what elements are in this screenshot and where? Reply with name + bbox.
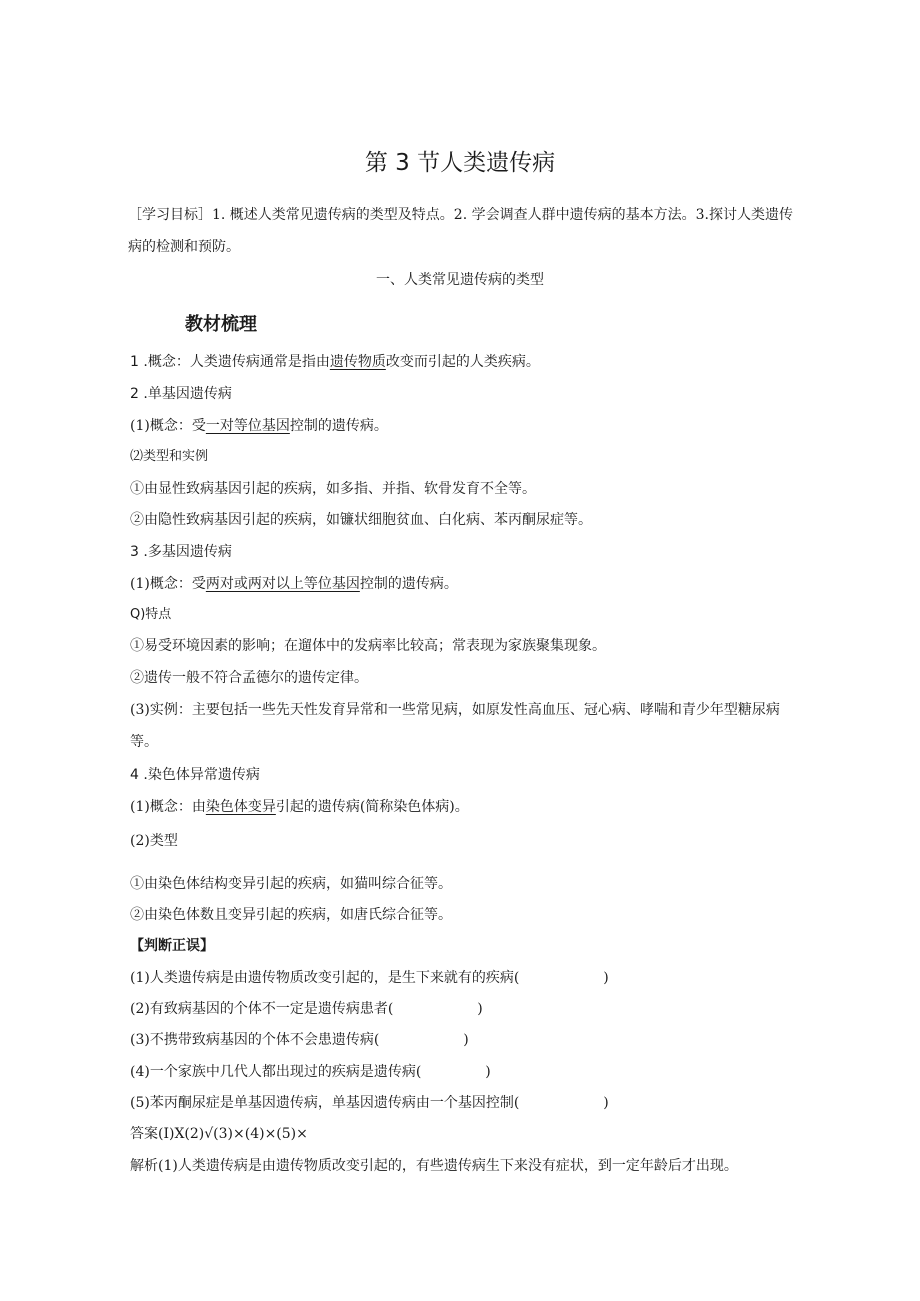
item-3-example-line-2: 等。 [130,734,158,750]
item-3-example-line-1: (3)实例：主要包括一些先天性发育异常和一些常见病，如原发性高血压、冠心病、哮喘和青少年型糖尿病 [130,702,780,718]
item-2-concept-underlined: 一对等位基因 [205,418,290,434]
judge-item-4 [130,1062,491,1082]
item-3-a: ①易受环境因素的影响；在遛体中的发病率比较高；常表现为家族聚集现象。 [130,638,606,654]
objectives-line-2: 病的检测和预防。 [128,239,240,255]
item-3-concept-post: 控制的遗传病。 [359,576,458,592]
item-3-concept-underlined: 两对或两对以上等位基因 [205,576,360,592]
item-2-a: ①由显性致病基因引起的疾病，如多指、并指、软骨发育不全等。 [130,481,536,497]
subheading-textbook-review: 教材梳理 [185,314,257,335]
item-2-number: 2 [130,386,139,402]
item-3-concept [130,574,458,594]
section-heading: 一、人类常见遗传病的类型 [376,272,544,288]
item-4-a: ①由染色体结构变异引起的疾病，如猫叫综合征等。 [130,876,452,892]
item-2 [130,384,232,404]
item-3 [130,542,232,562]
item-4-concept-underlined: 染色体变异 [205,799,276,815]
item-4-types: (2)类型 [130,833,178,849]
item-2-text: .单基因遗传病 [138,386,232,402]
judge-item-5 [130,1093,609,1113]
item-1-underlined: 遗传物质 [329,354,386,370]
item-3-concept-pre: (1)概念：受 [130,576,206,592]
item-3-b: ②遗传一般不符合孟德尔的遗传定律。 [130,670,368,686]
judge-item-5-text: (5)苯丙酮尿症是单基因遗传病，单基因遗传病由一个基因控制( [130,1095,520,1111]
page-title: 第 3 节人类遗传病 [364,150,556,176]
judge-item-2-text: (2)有致病基因的个体不一定是遗传病患者( [130,1001,394,1017]
judge-item-1-text: (1)人类遗传病是由遗传物质改变引起的，是生下来就有的疾病( [130,970,520,986]
judge-item-1-close: ) [603,970,609,986]
item-4-b: ②由染色体数且变异引起的疾病，如唐氏综合征等。 [130,907,452,923]
item-2-b: ②由隐性致病基因引起的疾病，如镰状细胞贫血、白化病、苯丙酮尿症等。 [130,512,592,528]
item-3-number: 3 [130,544,139,560]
judge-item-3-close: ) [463,1032,469,1048]
item-2-types: ⑵类型和实例 [130,449,209,464]
item-1 [130,352,540,372]
objectives-line-1: ［学习目标］1. 概述人类常见遗传病的类型及特点。2. 学会调查人群中遗传病的基本方法。3.探讨人类遗传 [128,207,793,223]
judge-item-4-text: (4)一个家族中几代人都出现过的疾病是遗传病( [130,1064,422,1080]
judge-item-3-text: (3)不携带致病基因的个体不会患遗传病( [130,1032,380,1048]
item-3-text: .多基因遗传病 [138,544,232,560]
item-2-concept-post: 控制的遗传病。 [289,418,388,434]
judge-item-3 [130,1030,469,1050]
judge-heading: 【判断正误】 [130,938,214,954]
item-3-feature: Q)特点 [130,607,172,622]
item-2-concept [130,416,388,436]
item-1-pre: .概念：人类遗传病通常是指由 [138,354,330,370]
judge-item-2-close: ) [477,1001,483,1017]
item-4-concept-post: 引起的遗传病(简称染色体病)。 [275,799,469,815]
analysis-line: 解析(1)人类遗传病是由遗传物质改变引起的，有些遗传病生下来没有症状，到一定年龄后才出现。 [130,1158,738,1174]
judge-item-5-close: ) [603,1095,609,1111]
answer-line: 答案(I)X(2)√(3)×(4)×(5)× [130,1126,308,1142]
judge-item-2 [130,999,483,1019]
item-4-concept [130,797,469,817]
judge-item-4-close: ) [485,1064,491,1080]
item-4-number: 4 [130,767,139,783]
judge-item-1 [130,968,609,988]
item-4 [130,765,260,785]
item-4-text: .染色体异常遗传病 [138,767,260,783]
item-2-concept-pre: (1)概念：受 [130,418,206,434]
item-1-number: 1 [130,354,139,370]
item-4-concept-pre: (1)概念：由 [130,799,206,815]
item-1-post: 改变而引起的人类疾病。 [385,354,540,370]
